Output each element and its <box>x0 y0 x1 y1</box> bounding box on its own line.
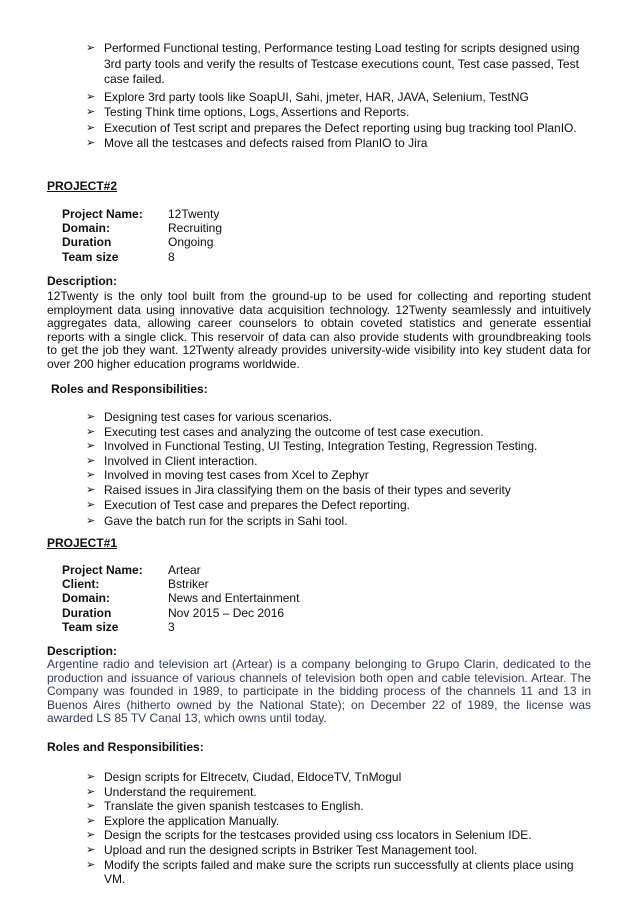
arrow-bullet-icon: ➢ <box>86 90 96 103</box>
arrow-bullet-icon: ➢ <box>86 42 96 54</box>
project2-roles-list <box>86 410 596 529</box>
arrow-bullet-icon: ➢ <box>86 121 96 134</box>
arrow-bullet-icon: ➢ <box>86 440 96 453</box>
top-bullet-list <box>86 41 596 152</box>
project2-description: 12Twenty is the only tool built from the ground-up to be used for collecting and reporting student employment data using innovative data acquisition technology. 12Twenty seamlessly and intuitively aggregates data, allowing career counselors to obtain coveted statistics and generate essential reports with a single click. This reservoir of data can also provide students with groundbreaking tools to get the job they want. 12Twenty already provides university-wide visibility into key student data for over 200 higher education programs worldwide. <box>47 289 591 371</box>
arrow-bullet-icon: ➢ <box>86 454 96 467</box>
project2-description-heading: Description: <box>47 274 118 288</box>
arrow-bullet-icon: ➢ <box>86 106 96 118</box>
arrow-bullet-icon: ➢ <box>86 785 96 798</box>
arrow-bullet-icon: ➢ <box>86 498 96 511</box>
arrow-bullet-icon: ➢ <box>86 814 96 827</box>
list-item: ➢ Design the scripts for the testcases provided using css locators in Selenium IDE. <box>86 828 532 843</box>
arrow-bullet-icon: ➢ <box>86 483 96 496</box>
list-item: ➢ Involved in moving test cases from Xcel to Zephyr <box>86 468 369 483</box>
list-item: ➢ Design scripts for Eltrecetv, Ciudad, EldoceTV, TnMogul <box>86 770 402 784</box>
arrow-bullet-icon: ➢ <box>86 800 96 813</box>
list-item: ➢ Execution of Test script and prepares the Defect reporting using bug tracking tool PlanIO. <box>86 120 577 135</box>
table-row: Team size 3 <box>62 619 175 634</box>
arrow-bullet-icon: ➢ <box>86 858 96 871</box>
table-row: Project Name: 12Twenty <box>62 207 220 221</box>
project2-roles-heading: Roles and Responsibilities: <box>51 382 208 396</box>
project1-roles-list <box>86 770 596 887</box>
list-item: ➢ Translate the given spanish testcases to English. <box>86 799 364 814</box>
arrow-bullet-icon: ➢ <box>86 411 96 423</box>
project1-heading: PROJECT#1 <box>47 536 118 550</box>
list-item: ➢ Explore 3rd party tools like SoapUI, Sahi, jmeter, HAR, JAVA, Selenium, TestNG <box>86 89 529 104</box>
table-row: Domain: News and Entertainment <box>62 591 300 606</box>
arrow-bullet-icon: ➢ <box>86 829 96 842</box>
table-row: Client: Bstriker <box>62 577 209 592</box>
list-item: ➢ Upload and run the designed scripts in Bstriker Test Management tool. <box>86 842 478 857</box>
project2-info-table <box>62 207 222 264</box>
arrow-bullet-icon: ➢ <box>86 469 96 482</box>
list-item: ➢ Testing Think time options, Logs, Assertions and Reports. <box>86 105 410 119</box>
arrow-bullet-icon: ➢ <box>86 843 96 856</box>
table-row: Duration Nov 2015 – Dec 2016 <box>62 605 285 620</box>
table-row: Domain: Recruiting <box>62 221 223 236</box>
table-row: Project Name: Artear <box>62 563 201 577</box>
list-item: ➢ Explore the application Manually. <box>86 813 280 828</box>
list-item: ➢ Understand the requirement. <box>86 784 257 799</box>
arrow-bullet-icon: ➢ <box>86 771 96 783</box>
project1-roles-heading: Roles and Responsibilities: <box>47 740 204 754</box>
list-item: ➢ Raised issues in Jira classifying them on the basis of their types and severity <box>86 482 511 497</box>
project2-heading: PROJECT#2 <box>47 179 118 193</box>
project1-description-heading: Description: <box>47 644 118 658</box>
arrow-bullet-icon: ➢ <box>86 515 96 528</box>
table-row: Duration Ongoing <box>62 235 214 250</box>
list-item: ➢ Performed Functional testing, Performance testing Load testing for scripts designed using 3rd party tools and verify the results of Testcase executions count, Test case passed, Test case failed. <box>86 41 580 86</box>
list-item: ➢ Designing test cases for various scenarios. <box>86 410 333 424</box>
arrow-bullet-icon: ➢ <box>86 425 96 438</box>
project1-description: Argentine radio and television art (Artear) is a company belonging to Grupo Clarin, dedicated to the production and issuance of various channels of television both open and cable television. Artear. The Company was founded in 1989, to participate in the bidding process of the channels 11 and 13 in Buenos Aires (hitherto owned by the National State); on December 22 of 1989, the license was awarded LS 85 TV Canal 13, which owns until today. <box>47 657 591 726</box>
list-item: ➢ Execution of Test case and prepares the Defect reporting. <box>86 497 410 512</box>
list-item: ➢ Involved in Functional Testing, UI Testing, Integration Testing, Regression Testing. <box>86 439 538 454</box>
list-item: ➢ Involved in Client interaction. <box>86 453 258 468</box>
list-item: ➢ Executing test cases and analyzing the outcome of test case execution. <box>86 424 484 439</box>
list-item: ➢ Gave the batch run for the scripts in Sahi tool. <box>86 514 348 529</box>
list-item: ➢ Modify the scripts failed and make sure the scripts run successfully at clients place using VM. <box>86 857 574 887</box>
table-row: Team size 8 <box>62 249 175 264</box>
arrow-bullet-icon: ➢ <box>86 137 96 149</box>
project1-info-table <box>62 563 299 634</box>
list-item: ➢ Move all the testcases and defects raised from PlanIO to Jira <box>86 136 428 150</box>
